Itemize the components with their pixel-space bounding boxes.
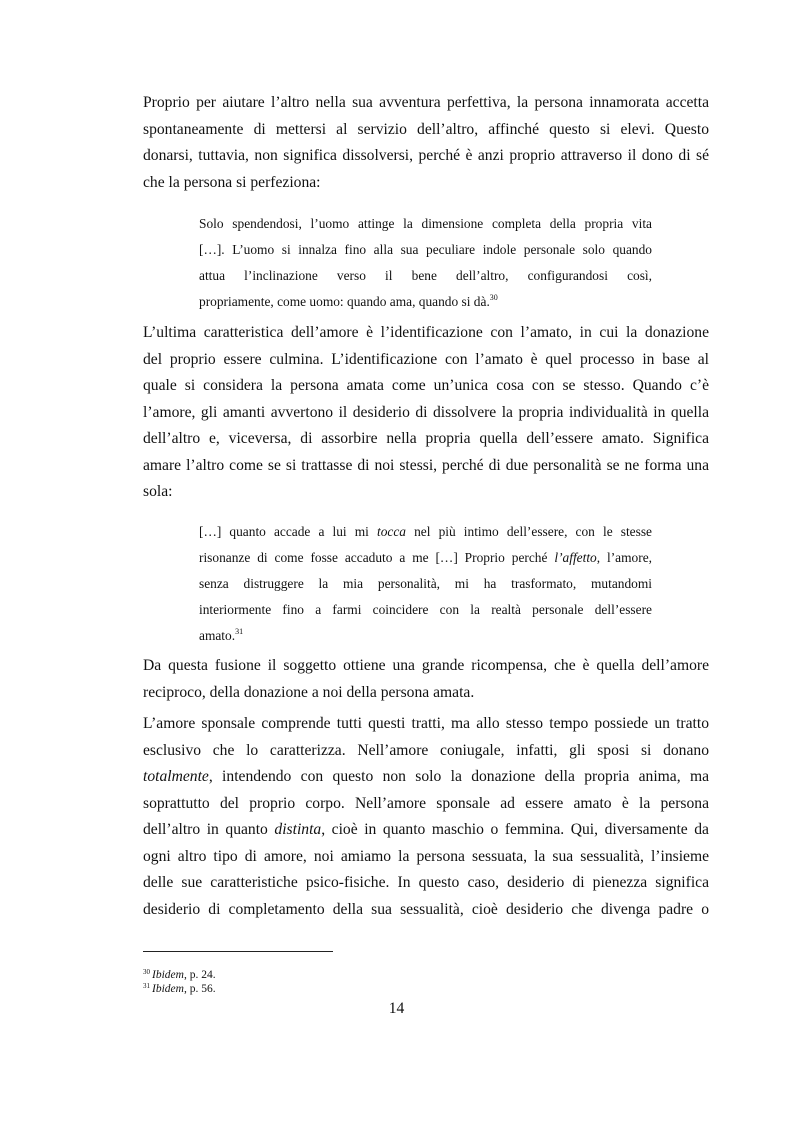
text-line: dell’altro e, viceversa, di assorbire nella propria quella dell’essere amato. Significa — [143, 430, 709, 447]
footnote-text: , p. 56. — [183, 983, 216, 995]
footnote-31 — [143, 982, 216, 996]
emphasis: distinta — [274, 821, 322, 838]
text-line: Da questa fusione il soggetto ottiene una grande ricompensa, che è quella dell’amore — [143, 657, 709, 674]
text-line: del proprio essere culmina. L’identificazione con l’amato è quel processo in base al — [143, 350, 709, 368]
quote-line: attua l’inclinazione verso il bene dell’altro, configurandosi così, — [199, 268, 652, 283]
footnote-30 — [143, 968, 216, 982]
quote-text: […] quanto accade a lui mi — [199, 524, 377, 539]
footnote-ref-30[interactable]: 30 — [489, 293, 498, 302]
footnote-text: , p. 24. — [183, 969, 216, 981]
text-line — [143, 817, 709, 844]
emphasis: tocca — [377, 524, 406, 539]
quote-line: senza distruggere la mia personalità, mi ha trasformato, mutandomi — [199, 576, 652, 591]
emphasis: totalmente — [143, 768, 209, 785]
page-number: 14 — [388, 1000, 405, 1017]
quote-line — [199, 289, 652, 315]
text-line: quale si considera la persona amata come un’unica cosa con se stesso. Quando c’è — [143, 377, 709, 394]
text-line: L’amore sponsale comprende tutti questi tratti, ma allo stesso tempo possiede un tratto — [143, 715, 709, 732]
paragraph-3 — [143, 653, 709, 706]
emphasis: l’affetto — [554, 550, 597, 565]
text-line: che la persona si perfeziona: — [143, 173, 321, 191]
text-line: amare l’altro come se si trattasse di noi stessi, perché di due personalità se ne forma una — [143, 456, 709, 474]
footnote-number: 31 — [143, 982, 150, 990]
text-line: soprattutto del proprio corpo. Nell’amore sponsale ad essere amato è la persona — [143, 794, 709, 812]
quote-line — [199, 519, 652, 545]
quote-line: Solo spendendosi, l’uomo attinge la dimensione completa della propria vita — [199, 216, 652, 231]
text-line — [143, 764, 709, 791]
text-line: Proprio per aiutare l’altro nella sua avventura perfettiva, la persona innamorata accetta — [143, 94, 709, 111]
text-line: spontaneamente di mettersi al servizio dell’altro, affinché questo si elevi. Questo — [143, 120, 709, 138]
text-segment: dell’altro in quanto — [143, 821, 275, 838]
paragraph-1 — [143, 90, 709, 196]
quote-text: propriamente, come uomo: quando ama, quando si dà. — [199, 294, 490, 309]
footnote-source: Ibidem — [152, 969, 184, 981]
quote-line: interiormente fino a farmi coincidere con la realtà personale dell’essere — [199, 602, 652, 617]
footnotes — [143, 968, 216, 996]
text-line: donarsi, tuttavia, non significa dissolversi, perché è anzi proprio attraverso il dono di sé — [143, 147, 709, 164]
footnote-separator — [143, 951, 333, 952]
quote-text: nel più intimo dell’essere, con le stesse — [406, 524, 652, 539]
footnote-ref-31[interactable]: 31 — [235, 627, 244, 636]
footnote-number: 30 — [143, 968, 150, 976]
quote-line — [199, 623, 652, 649]
text-line: esclusivo che lo caratterizza. Nell’amore coniugale, infatti, gli sposi si donano — [143, 741, 709, 759]
block-quote-1 — [199, 211, 652, 315]
quote-text: risonanze di come fosse accaduto a me […] Proprio perché — [199, 550, 555, 565]
text-line: delle sue caratteristiche psico-fisiche. In questo caso, desiderio di pienezza significa — [143, 874, 709, 891]
block-quote-2 — [199, 519, 652, 649]
text-line: sola: — [143, 483, 173, 500]
quote-text: amato. — [199, 628, 236, 643]
text-line: desiderio di completamento della sua sessualità, cioè desiderio che divenga padre o — [143, 900, 709, 918]
text-line: L’ultima caratteristica dell’amore è l’identificazione con l’amato, in cui la donazione — [143, 324, 709, 341]
quote-line — [199, 545, 652, 571]
text-line: ogni altro tipo di amore, noi amiamo la persona sessuata, la sua sessualità, l’insieme — [143, 847, 709, 865]
paragraph-4 — [143, 711, 709, 923]
paragraph-2 — [143, 320, 709, 506]
footnote-source: Ibidem — [152, 983, 184, 995]
text-line: l’amore, gli amanti avvertono il desiderio di dissolvere la propria individualità in quella — [143, 403, 709, 421]
text-line: reciproco, della donazione a noi della persona amata. — [143, 683, 475, 701]
text-segment: , intendendo con questo non solo la donazione della propria anima, ma — [208, 768, 709, 785]
quote-text: , l’amore, — [596, 550, 652, 565]
text-segment: , cioè in quanto maschio o femmina. Qui, diversamente da — [321, 821, 709, 838]
quote-line: […]. L’uomo si innalza fino alla sua peculiare indole personale solo quando — [199, 242, 652, 257]
